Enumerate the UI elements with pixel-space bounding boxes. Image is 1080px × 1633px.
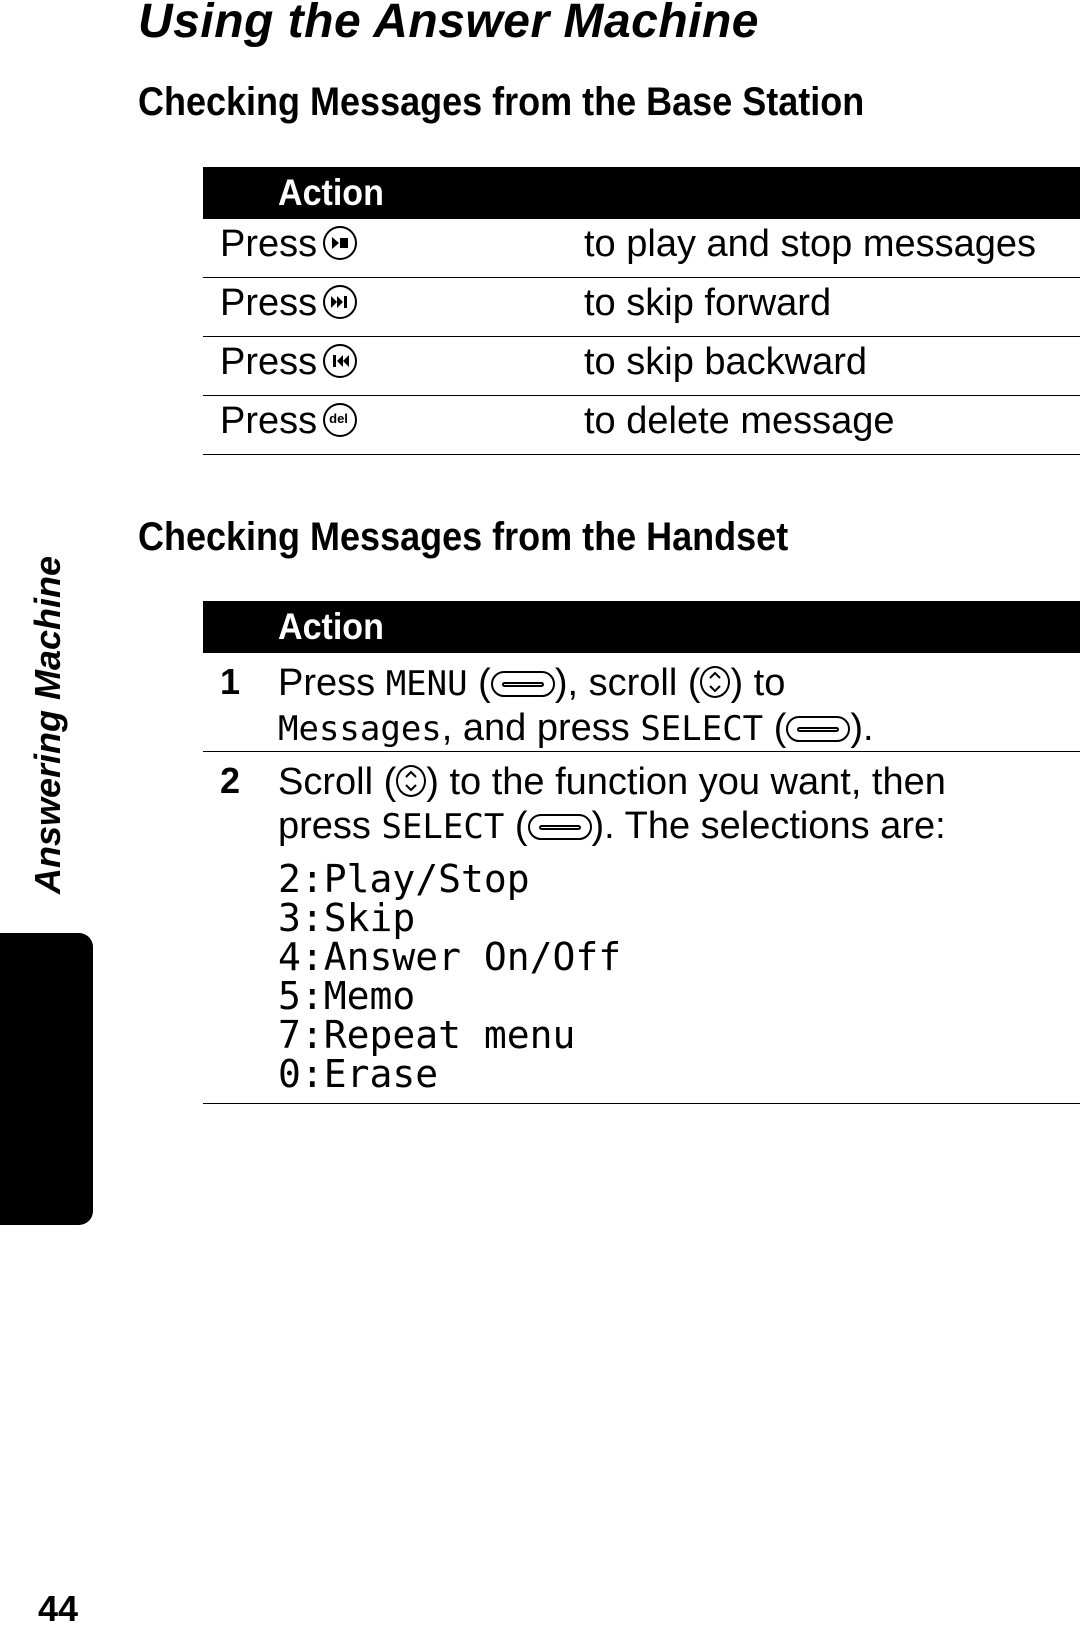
row-lead: Press: [220, 282, 357, 325]
table-row: [203, 396, 1080, 455]
list-item: 4:Answer On/Off: [278, 935, 622, 979]
lcd-select: SELECT: [640, 709, 764, 749]
skip-backward-icon: [323, 344, 357, 378]
list-item: 0:Erase: [278, 1052, 439, 1096]
softkey-icon: [786, 716, 850, 742]
scroll-icon: [700, 666, 730, 698]
scroll-icon: [396, 765, 426, 797]
step-number: 1: [220, 661, 241, 702]
list-item: 2:Play/Stop: [278, 857, 530, 901]
softkey-icon: [528, 814, 592, 840]
row-description: to skip forward: [584, 282, 832, 324]
section-heading-handset: Checking Messages from the Handset: [138, 515, 789, 559]
row-description: to play and stop messages: [584, 223, 1037, 265]
softkey-icon: [491, 671, 555, 697]
table-row: [203, 219, 1080, 278]
play-stop-icon: [323, 226, 357, 260]
table-header: [203, 167, 1080, 219]
side-tab-label: Answering Machine: [27, 555, 68, 895]
section-heading-base-station: Checking Messages from the Base Station: [138, 80, 865, 124]
table-row: [203, 337, 1080, 396]
lcd-messages: Messages: [278, 709, 442, 749]
lcd-select: SELECT: [381, 807, 505, 847]
page-number: 44: [38, 1588, 79, 1629]
row-description: to delete message: [584, 400, 895, 442]
column-header-action: Action: [278, 606, 384, 647]
step-number: 2: [220, 760, 241, 801]
table-header: [203, 601, 1080, 653]
step-text: Scroll ( ) to the function you want, then press SELECT ( ). The selections are:: [278, 761, 946, 847]
step-row: [203, 752, 1080, 1104]
base-station-table: [203, 167, 1080, 455]
column-header-action: Action: [278, 172, 384, 213]
list-item: 7:Repeat menu: [278, 1013, 576, 1057]
page-title: Using the Answer Machine: [138, 0, 759, 48]
row-lead: Press del: [220, 400, 357, 443]
row-lead: Press: [220, 341, 357, 384]
skip-forward-icon: [323, 285, 357, 319]
step-text: Press MENU ( ), scroll ( ) to Messages, and press SELECT ( ).: [278, 662, 874, 749]
row-description: to skip backward: [584, 341, 868, 383]
menu-selections-list: [278, 857, 622, 1096]
list-item: 5:Memo: [278, 974, 416, 1018]
lcd-menu: MENU: [385, 664, 468, 704]
side-tab: [0, 933, 93, 1225]
row-lead: Press: [220, 223, 357, 266]
step-row: [203, 653, 1080, 752]
handset-table: [203, 601, 1080, 1104]
list-item: 3:Skip: [278, 896, 416, 940]
table-row: [203, 278, 1080, 337]
delete-icon: del: [323, 403, 357, 437]
